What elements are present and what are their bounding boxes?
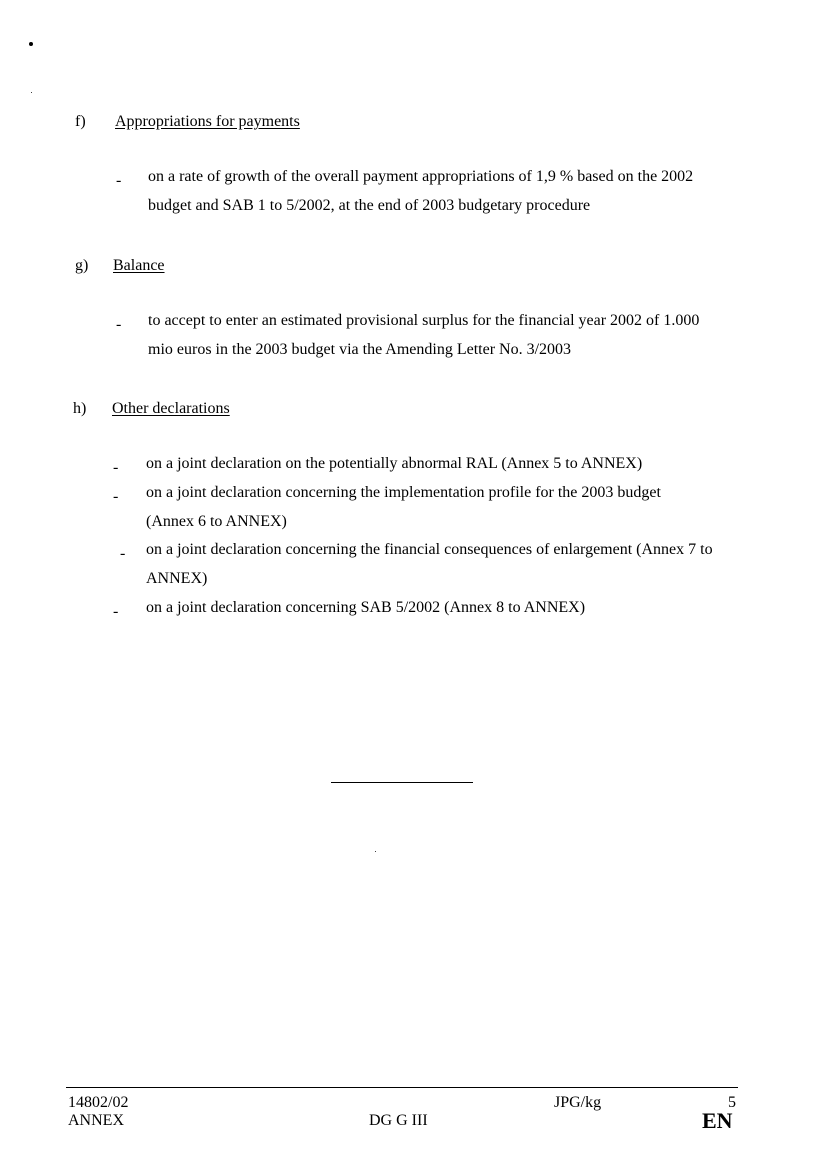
bullet-line: to accept to enter an estimated provisional surplus for the financial year 2002 of 1.000: [148, 312, 700, 329]
bullet-dash: -: [113, 488, 119, 505]
scan-speck: [375, 851, 376, 852]
bullet-dash: -: [113, 603, 119, 620]
footer-dg-code: DG G III: [369, 1112, 428, 1129]
end-separator: [331, 782, 473, 783]
bullet-dash: -: [116, 316, 122, 333]
footer-rule: [66, 1087, 738, 1088]
section-letter: h): [73, 400, 87, 417]
section-title: Appropriations for payments: [115, 113, 300, 130]
scan-speck: [31, 92, 32, 93]
section-letter: f): [75, 113, 86, 130]
footer-language-code: EN: [702, 1108, 733, 1133]
scan-speck: [29, 42, 33, 46]
section-title: Balance: [113, 257, 165, 274]
footer-page-number: 5: [728, 1094, 736, 1111]
footer-doc-number: 14802/02: [68, 1094, 129, 1111]
bullet-line: on a rate of growth of the overall payment appropriations of 1,9 % based on the 2002: [148, 168, 694, 185]
bullet-dash: -: [120, 545, 126, 562]
bullet-dash: -: [116, 172, 122, 189]
footer-annex-label: ANNEX: [68, 1112, 124, 1129]
bullet-line: ANNEX): [146, 570, 208, 587]
bullet-line: on a joint declaration concerning SAB 5/2002 (Annex 8 to ANNEX): [146, 599, 586, 616]
bullet-line: on a joint declaration on the potentially abnormal RAL (Annex 5 to ANNEX): [146, 455, 643, 472]
bullet-dash: -: [113, 459, 119, 476]
bullet-line: budget and SAB 1 to 5/2002, at the end of 2003 budgetary procedure: [148, 197, 591, 214]
section-title: Other declarations: [112, 400, 230, 417]
bullet-line: (Annex 6 to ANNEX): [146, 513, 287, 530]
bullet-line: on a joint declaration concerning the implementation profile for the 2003 budget: [146, 484, 661, 501]
bullet-line: mio euros in the 2003 budget via the Amending Letter No. 3/2003: [148, 341, 572, 358]
footer-initials: JPG/kg: [554, 1094, 602, 1111]
bullet-line: on a joint declaration concerning the financial consequences of enlargement (Annex 7 to: [146, 541, 713, 558]
section-letter: g): [75, 257, 89, 274]
